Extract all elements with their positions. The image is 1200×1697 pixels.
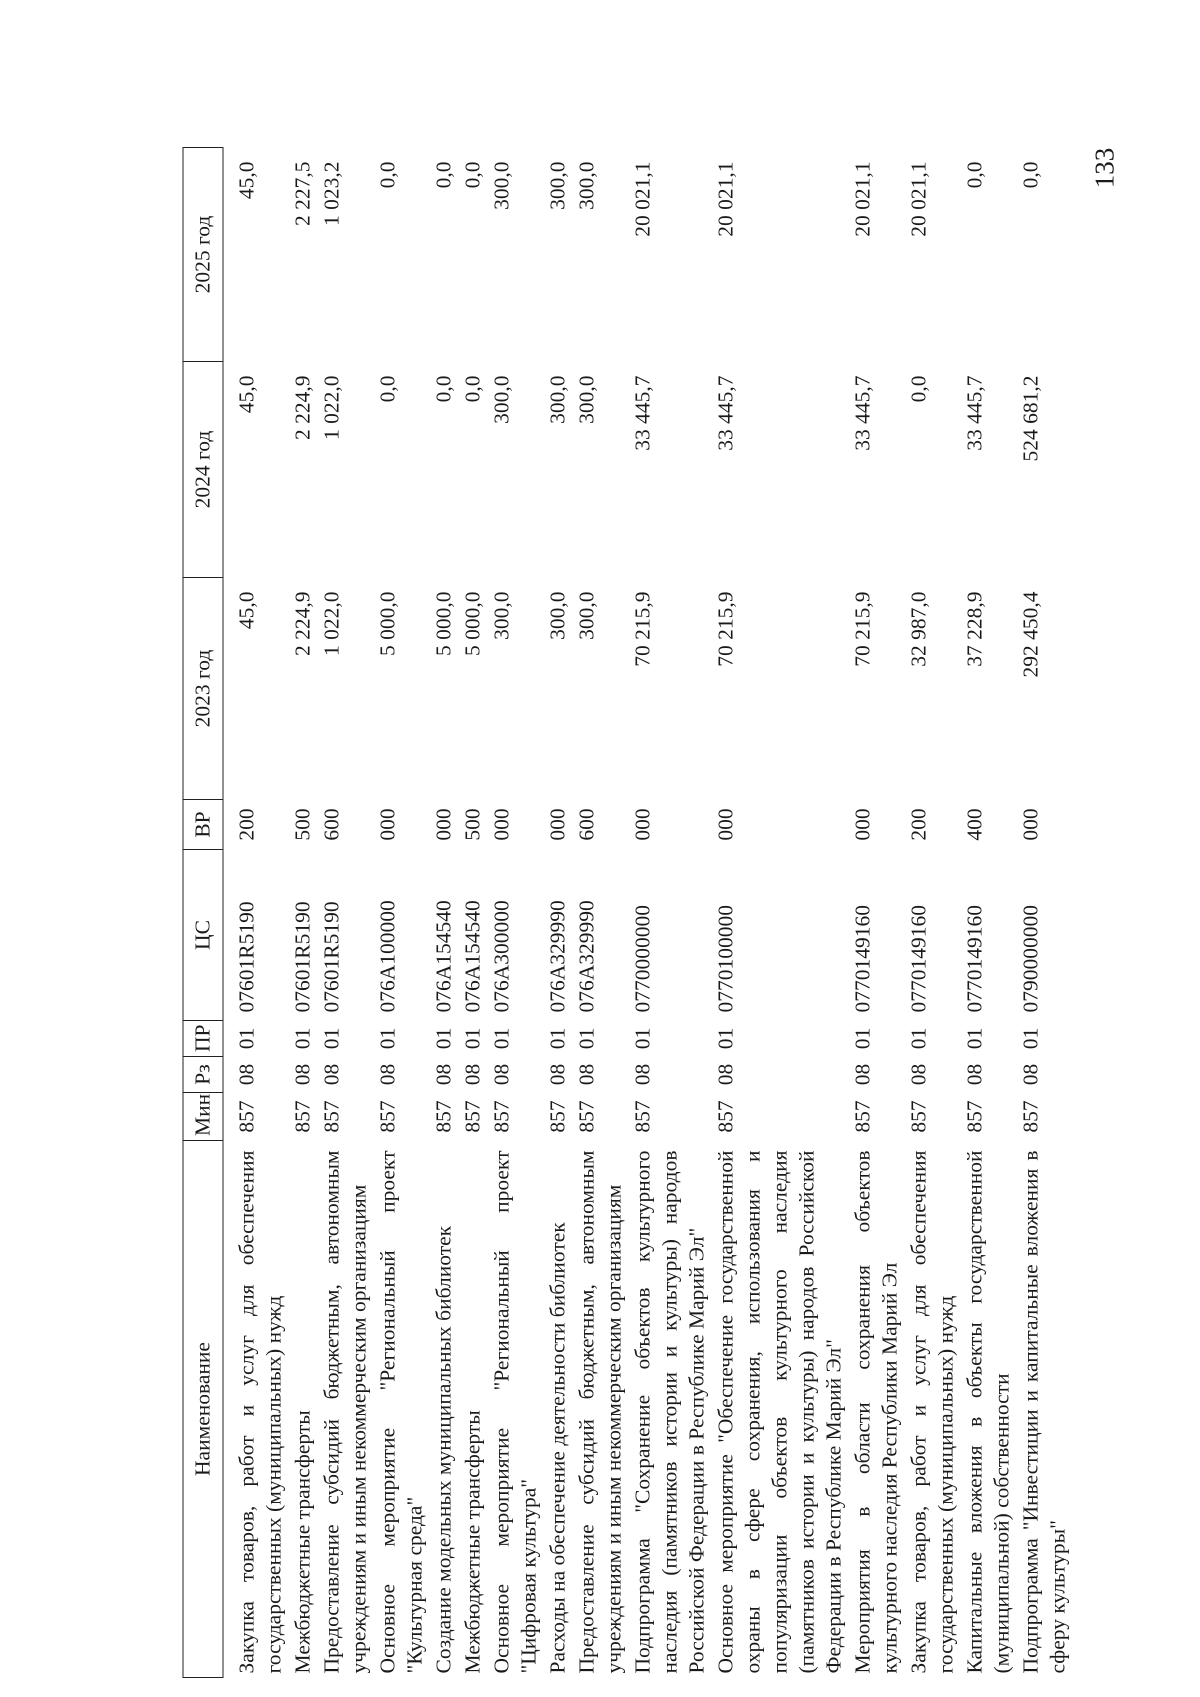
row-cs: 07601R5190 — [319, 901, 344, 1013]
row-2024: 0,0 — [906, 375, 931, 403]
row-rz: 08 — [319, 1063, 344, 1086]
row-rz: 08 — [489, 1063, 514, 1086]
row-cs: 07601R5190 — [290, 901, 315, 1013]
row-2025: 300,0 — [545, 161, 570, 210]
row-name: Основное мероприятие "Региональный проект "Цифровая культура" — [489, 1150, 541, 1674]
row-2023: 5 000,0 — [375, 591, 400, 656]
row-vr: 500 — [290, 808, 315, 841]
header-2024: 2024 год — [183, 362, 223, 578]
row-min: 857 — [1018, 1100, 1043, 1133]
row-name: Закупка товаров, работ и услуг для обеспечения государственных (муниципальных) нужд — [906, 1150, 958, 1674]
row-vr: 000 — [1018, 808, 1043, 841]
row-2023: 5 000,0 — [460, 591, 485, 656]
row-2024: 0,0 — [375, 375, 400, 403]
row-2024: 1 022,0 — [319, 375, 344, 440]
row-cs: 0770100000 — [713, 905, 738, 1013]
table-row — [629, 148, 712, 1678]
row-rz: 08 — [962, 1063, 987, 1086]
row-pr: 01 — [850, 1027, 875, 1050]
row-min: 857 — [574, 1100, 599, 1133]
row-2023: 300,0 — [489, 591, 514, 640]
row-pr: 01 — [431, 1027, 456, 1050]
header-rz: Рз — [183, 1057, 223, 1093]
row-2023: 292 450,4 — [1018, 591, 1043, 678]
table-row — [573, 148, 629, 1678]
row-2023: 300,0 — [545, 591, 570, 640]
row-vr: 600 — [574, 808, 599, 841]
row-name: Закупка товаров, работ и услуг для обеспечения государственных (муниципальных) нужд — [234, 1150, 286, 1674]
row-pr: 01 — [545, 1027, 570, 1050]
row-rz: 08 — [545, 1063, 570, 1086]
row-rz: 08 — [431, 1063, 456, 1086]
row-min: 857 — [431, 1100, 456, 1133]
row-2024: 2 224,9 — [290, 375, 315, 440]
row-vr: 000 — [713, 808, 738, 841]
row-vr: 000 — [850, 808, 875, 841]
row-2024: 33 445,7 — [630, 375, 655, 451]
row-cs: 076A329990 — [574, 900, 599, 1013]
row-cs: 0770149160 — [906, 905, 931, 1013]
row-vr: 400 — [962, 808, 987, 841]
row-rz: 08 — [850, 1063, 875, 1086]
row-2025: 20 021,1 — [850, 161, 875, 237]
row-name: Подпрограмма "Сохранение объектов культурного наследия (памятников истории и культуры) народов Российской Федерации в Республике Марий Эл" — [630, 1150, 709, 1674]
row-2025: 2 227,5 — [290, 161, 315, 226]
row-name: Мероприятия в области сохранения объектов культурного наследия Республики Марий Эл — [850, 1150, 902, 1674]
header-min: Мин — [183, 1093, 223, 1141]
row-2025: 300,0 — [489, 161, 514, 210]
row-2023: 70 215,9 — [713, 591, 738, 667]
row-2024: 45,0 — [234, 375, 259, 414]
row-2024: 300,0 — [489, 375, 514, 424]
row-pr: 01 — [319, 1027, 344, 1050]
row-pr: 01 — [713, 1027, 738, 1050]
table-row — [488, 148, 544, 1678]
table-body — [223, 148, 1073, 1678]
row-name: Предоставление субсидий бюджетным, автономным учреждениям и иным некоммерческим организациям — [319, 1150, 371, 1674]
row-2024: 0,0 — [431, 375, 456, 403]
row-min: 857 — [489, 1100, 514, 1133]
row-2024: 33 445,7 — [713, 375, 738, 451]
table-row — [544, 148, 573, 1678]
row-min: 857 — [962, 1100, 987, 1133]
row-rz: 08 — [375, 1063, 400, 1086]
table-row — [1017, 148, 1073, 1678]
table-row — [374, 148, 430, 1678]
row-rz: 08 — [713, 1063, 738, 1086]
row-min: 857 — [906, 1100, 931, 1133]
row-name: Капитальные вложения в объекты государственной (муниципальной) собственности — [962, 1150, 1014, 1674]
table-row — [712, 148, 849, 1678]
row-2024: 524 681,2 — [1018, 375, 1043, 462]
row-2025: 0,0 — [962, 161, 987, 189]
row-rz: 08 — [460, 1063, 485, 1086]
row-2025: 0,0 — [431, 161, 456, 189]
row-2023: 32 987,0 — [906, 591, 931, 667]
row-2025: 20 021,1 — [630, 161, 655, 237]
table-row — [289, 148, 318, 1678]
row-pr: 01 — [630, 1027, 655, 1050]
row-cs: 0790000000 — [1018, 905, 1043, 1013]
row-min: 857 — [850, 1100, 875, 1133]
header-name: Наименование — [183, 1141, 223, 1678]
row-2025: 0,0 — [1018, 161, 1043, 189]
row-pr: 01 — [1018, 1027, 1043, 1050]
row-2023: 70 215,9 — [630, 591, 655, 667]
row-vr: 000 — [431, 808, 456, 841]
table-row — [430, 148, 459, 1678]
row-rz: 08 — [234, 1063, 259, 1086]
header-vr: ВР — [183, 800, 223, 850]
row-name: Расходы на обеспечение деятельности библиотек — [545, 1222, 570, 1674]
row-2024: 0,0 — [460, 375, 485, 403]
row-rz: 08 — [630, 1063, 655, 1086]
row-min: 857 — [319, 1100, 344, 1133]
row-2024: 33 445,7 — [962, 375, 987, 451]
page-number: 133 — [1089, 147, 1120, 189]
row-2023: 1 022,0 — [319, 591, 344, 656]
table-row — [849, 148, 905, 1678]
row-name: Основное мероприятие "Обеспечение государственной охраны в сфере сохранения, использования и популяризации объектов культурного наследия (памятников истории и культуры) народов Российской Федерации в Республике Марий Эл" — [713, 1150, 846, 1674]
row-2024: 300,0 — [574, 375, 599, 424]
row-2023: 300,0 — [574, 591, 599, 640]
row-2025: 1 023,2 — [319, 161, 344, 226]
row-pr: 01 — [574, 1027, 599, 1050]
table-row — [223, 148, 289, 1678]
row-cs: 076A154540 — [460, 900, 485, 1013]
row-cs: 076A100000 — [375, 900, 400, 1013]
row-rz: 08 — [1018, 1063, 1043, 1086]
row-pr: 01 — [234, 1027, 259, 1050]
row-2025: 20 021,1 — [713, 161, 738, 237]
row-2025: 20 021,1 — [906, 161, 931, 237]
row-vr: 600 — [319, 808, 344, 841]
row-cs: 076A300000 — [489, 900, 514, 1013]
row-pr: 01 — [460, 1027, 485, 1050]
row-name: Подпрограмма "Инвестиции и капитальные вложения в сферу культуры" — [1018, 1150, 1070, 1674]
row-rz: 08 — [906, 1063, 931, 1086]
row-name: Создание модельных муниципальных библиотек — [431, 1225, 456, 1674]
row-vr: 500 — [460, 808, 485, 841]
row-pr: 01 — [962, 1027, 987, 1050]
table-row — [459, 148, 488, 1678]
row-min: 857 — [713, 1100, 738, 1133]
row-cs: 0770149160 — [962, 905, 987, 1013]
table-row — [318, 148, 374, 1678]
row-2023: 37 228,9 — [962, 591, 987, 667]
row-pr: 01 — [489, 1027, 514, 1050]
row-name: Межбюджетные трансферты — [290, 1410, 315, 1674]
row-2025: 0,0 — [375, 161, 400, 189]
row-min: 857 — [290, 1100, 315, 1133]
header-2025: 2025 год — [183, 148, 223, 362]
row-2025: 0,0 — [460, 161, 485, 189]
row-pr: 01 — [375, 1027, 400, 1050]
row-min: 857 — [234, 1100, 259, 1133]
table-header — [183, 148, 223, 1678]
row-cs: 076A329990 — [545, 900, 570, 1013]
row-name: Предоставление субсидий бюджетным, автономным учреждениям и иным некоммерческим организациям — [574, 1150, 626, 1674]
row-vr: 000 — [630, 808, 655, 841]
row-vr: 200 — [234, 808, 259, 841]
row-2023: 45,0 — [234, 591, 259, 630]
row-cs: 076A154540 — [431, 900, 456, 1013]
row-vr: 000 — [489, 808, 514, 841]
header-cs: ЦС — [183, 850, 223, 1021]
row-2024: 300,0 — [545, 375, 570, 424]
row-2025: 300,0 — [574, 161, 599, 210]
row-2023: 70 215,9 — [850, 591, 875, 667]
row-vr: 000 — [545, 808, 570, 841]
row-2024: 33 445,7 — [850, 375, 875, 451]
row-cs: 0770000000 — [630, 905, 655, 1013]
budget-table-rotated — [183, 148, 1148, 1678]
row-rz: 08 — [290, 1063, 315, 1086]
row-min: 857 — [375, 1100, 400, 1133]
header-2023: 2023 год — [183, 578, 223, 800]
row-min: 857 — [460, 1100, 485, 1133]
row-2025: 45,0 — [234, 161, 259, 200]
row-cs: 0770149160 — [850, 905, 875, 1013]
row-vr: 200 — [906, 808, 931, 841]
header-pr: ПР — [183, 1021, 223, 1057]
row-name: Межбюджетные трансферты — [460, 1410, 485, 1674]
table-row — [905, 148, 961, 1678]
row-name: Основное мероприятие "Региональный проект "Культурная среда" — [375, 1150, 427, 1674]
row-2023: 5 000,0 — [431, 591, 456, 656]
row-cs: 07601R5190 — [234, 901, 259, 1013]
row-2023: 2 224,9 — [290, 591, 315, 656]
row-pr: 01 — [290, 1027, 315, 1050]
budget-table — [183, 147, 1073, 1678]
row-min: 857 — [630, 1100, 655, 1133]
row-pr: 01 — [906, 1027, 931, 1050]
table-row — [961, 148, 1017, 1678]
row-rz: 08 — [574, 1063, 599, 1086]
row-min: 857 — [545, 1100, 570, 1133]
row-vr: 000 — [375, 808, 400, 841]
